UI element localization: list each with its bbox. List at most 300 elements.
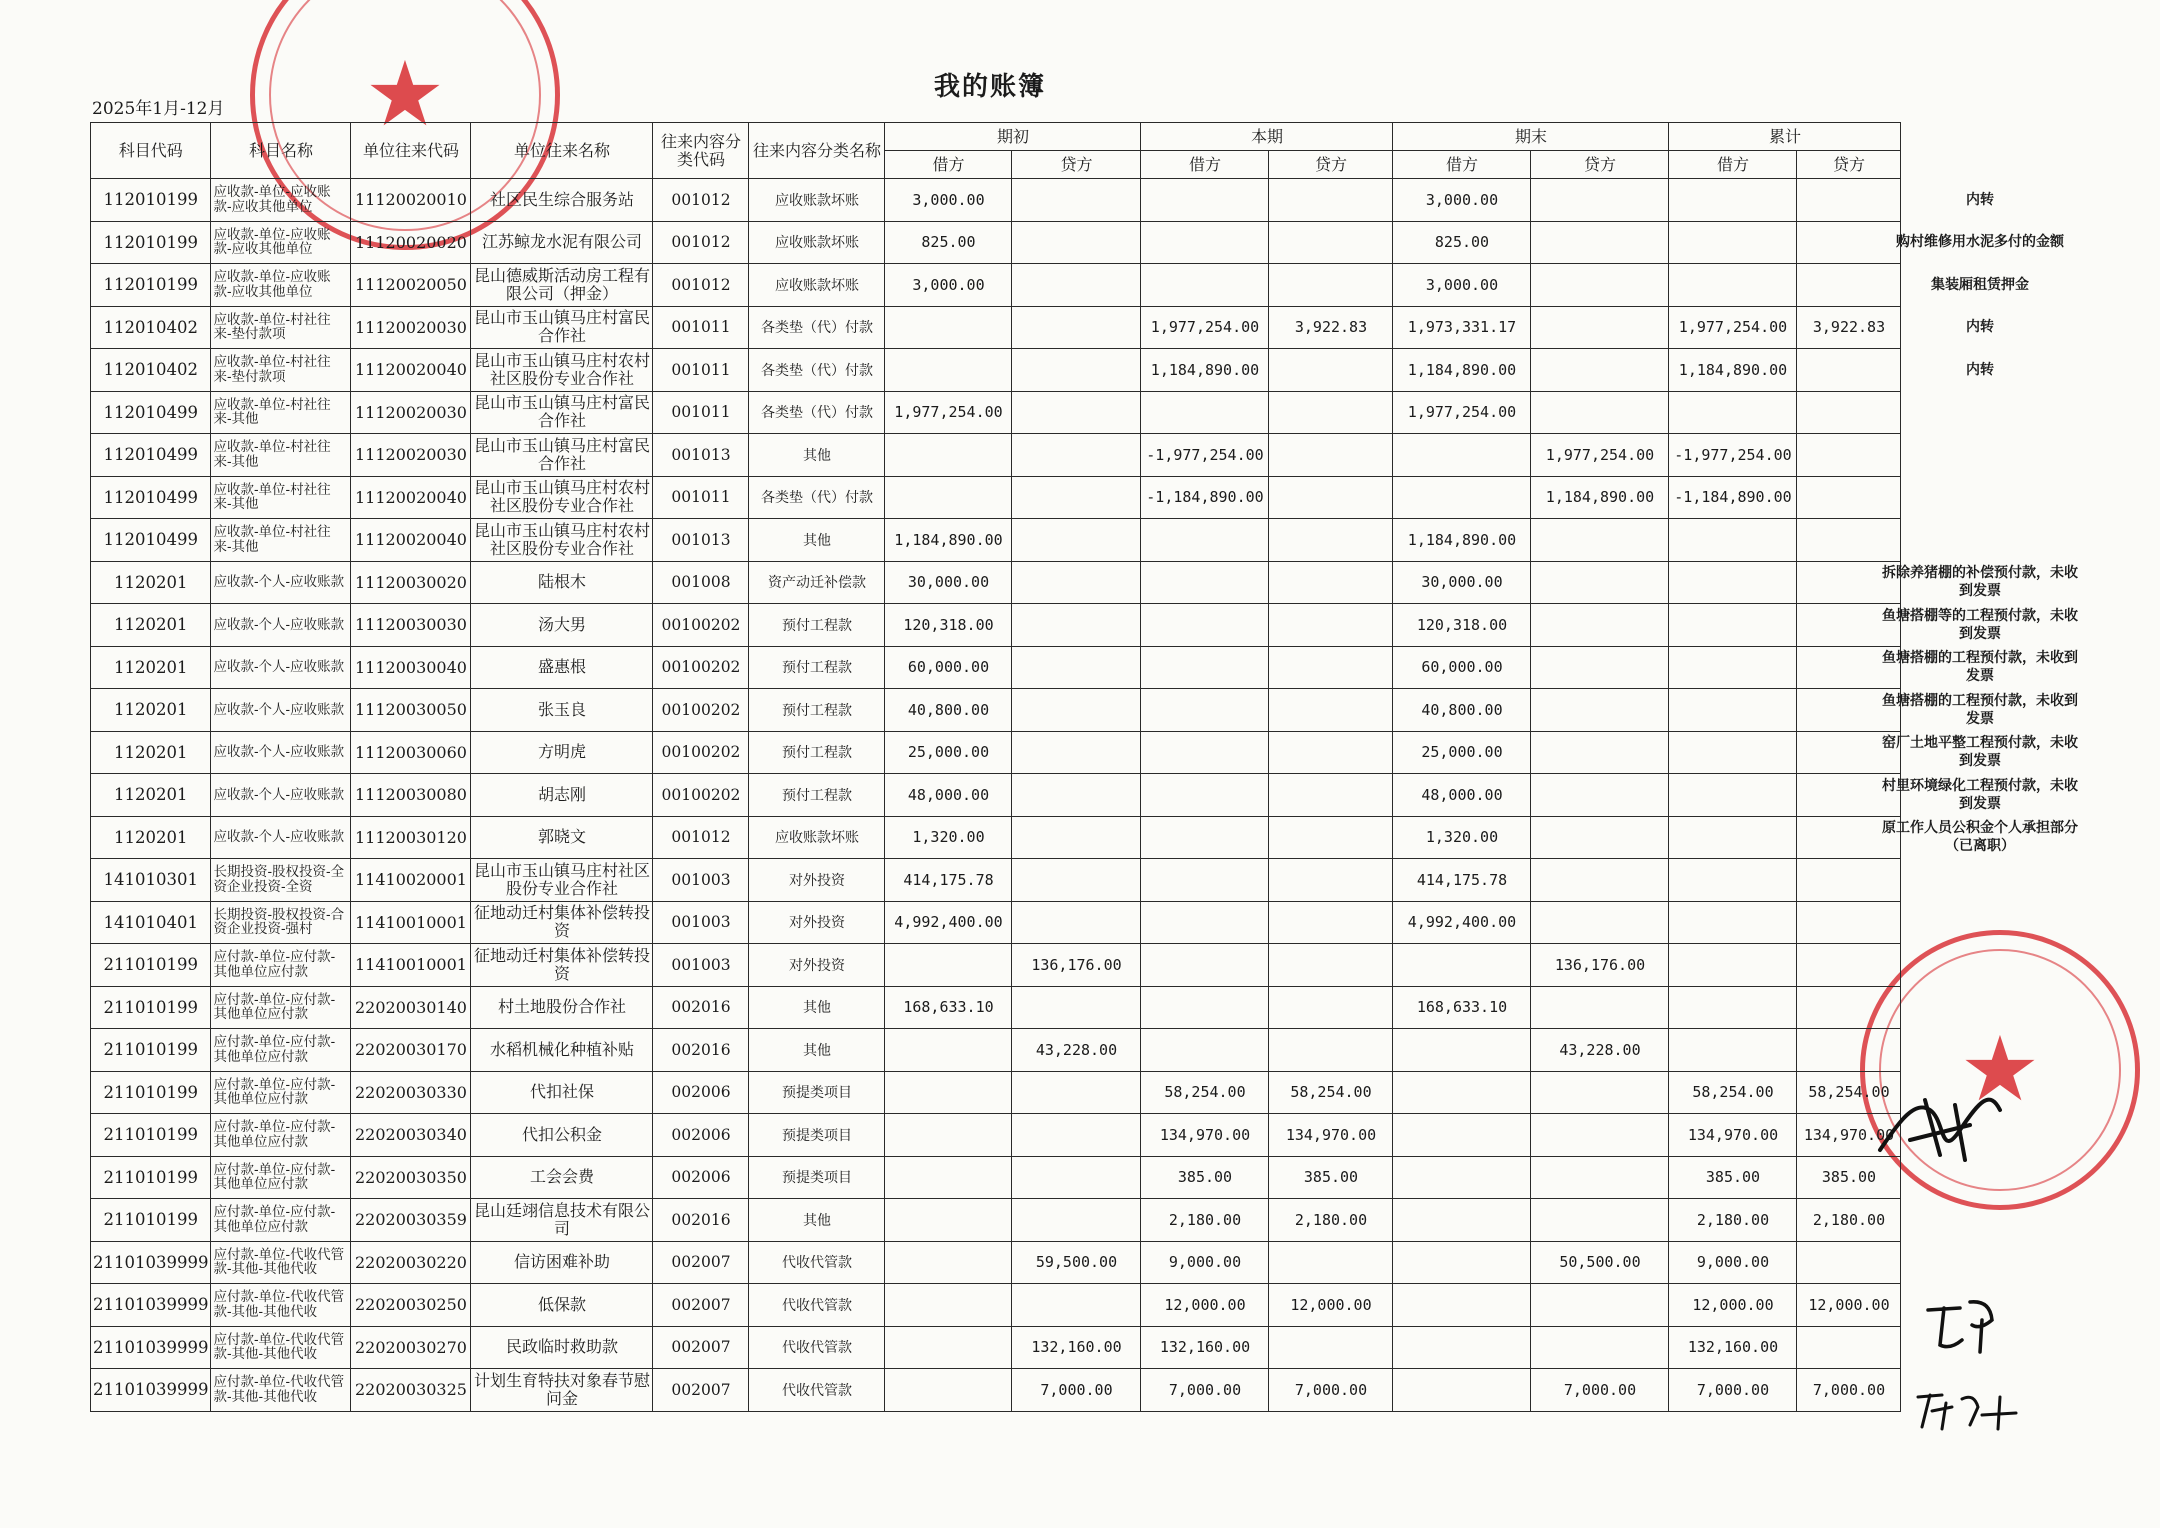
cell-cumulative-debit: [1669, 264, 1797, 307]
cell-subject-name: 应收款-单位-村社往来-垫付款项: [211, 306, 351, 349]
table-row: [91, 986, 1901, 1029]
cell-category-name: 其他: [749, 434, 885, 477]
table-row: [91, 221, 1901, 264]
cell-category-code: 002016: [653, 986, 749, 1029]
cell-category-name: 预付工程款: [749, 646, 885, 689]
cell-unit-name: 陆根木: [471, 561, 653, 604]
header-closing: 期末: [1393, 123, 1669, 151]
cell-unit-code: 11120020010: [351, 179, 471, 222]
cell-closing-debit: 1,320.00: [1393, 816, 1531, 859]
cell-category-name: 应收账款坏账: [749, 264, 885, 307]
cell-opening-credit: [1012, 816, 1141, 859]
cell-subject-code: 1120201: [91, 816, 211, 859]
table-row: [91, 1114, 1901, 1157]
cell-subject-name: 长期投资-股权投资-合资企业投资-强村: [211, 901, 351, 944]
cell-cumulative-debit: [1669, 774, 1797, 817]
cell-closing-credit: [1531, 1326, 1669, 1369]
table-row: [91, 1326, 1901, 1369]
cell-cumulative-credit: [1797, 901, 1901, 944]
cell-cumulative-credit: 134,970.00: [1797, 1114, 1901, 1157]
table-row: [91, 774, 1901, 817]
cell-subject-name: 应收款-单位-应收账款-应收其他单位: [211, 179, 351, 222]
cell-opening-credit: [1012, 179, 1141, 222]
cell-category-code: 001012: [653, 221, 749, 264]
cell-unit-code: 22020030325: [351, 1369, 471, 1412]
cell-cumulative-credit: [1797, 944, 1901, 987]
handwritten-signature: [1912, 1385, 2022, 1435]
cell-closing-credit: [1531, 774, 1669, 817]
cell-subject-name: 应付款-单位-应付款-其他单位应付款: [211, 1156, 351, 1199]
cell-cumulative-debit: 2,180.00: [1669, 1199, 1797, 1242]
cell-closing-debit: [1393, 944, 1531, 987]
cell-subject-name: 应收款-单位-应收账款-应收其他单位: [211, 221, 351, 264]
cell-current-debit: [1141, 646, 1269, 689]
cell-category-code: 001011: [653, 306, 749, 349]
table-row: [91, 731, 1901, 774]
cell-category-name: 预付工程款: [749, 774, 885, 817]
cell-subject-name: 应付款-单位-应付款-其他单位应付款: [211, 1199, 351, 1242]
cell-closing-debit: 4,992,400.00: [1393, 901, 1531, 944]
remark-note: 鱼塘搭棚等的工程预付款，未收到发票: [1882, 607, 2078, 642]
cell-subject-code: 211010199: [91, 1029, 211, 1072]
cell-category-name: 代收代管款: [749, 1326, 885, 1369]
cell-category-name: 预付工程款: [749, 604, 885, 647]
cell-current-debit: -1,184,890.00: [1141, 476, 1269, 519]
cell-opening-credit: [1012, 604, 1141, 647]
cell-subject-name: 应收款-单位-村社往来-其他: [211, 391, 351, 434]
cell-unit-name: 方明虎: [471, 731, 653, 774]
ledger-body: [91, 179, 1901, 1412]
cell-cumulative-debit: [1669, 901, 1797, 944]
table-row: [91, 1156, 1901, 1199]
cell-closing-credit: [1531, 689, 1669, 732]
cell-unit-code: 11120020030: [351, 306, 471, 349]
cell-closing-debit: 825.00: [1393, 221, 1531, 264]
cell-unit-code: 22020030359: [351, 1199, 471, 1242]
cell-subject-code: 141010401: [91, 901, 211, 944]
cell-current-debit: [1141, 859, 1269, 902]
cell-subject-code: 112010499: [91, 519, 211, 562]
cell-unit-code: 11410010001: [351, 944, 471, 987]
cell-current-debit: [1141, 264, 1269, 307]
table-row: [91, 1284, 1901, 1327]
cell-opening-debit: [885, 1114, 1012, 1157]
remark-note: 内转: [1966, 361, 1994, 378]
cell-category-code: 001011: [653, 476, 749, 519]
page-title: 我的账簿: [933, 72, 1046, 102]
cell-closing-credit: [1531, 816, 1669, 859]
cell-closing-debit: [1393, 1114, 1531, 1157]
cell-subject-code: 1120201: [91, 604, 211, 647]
cell-cumulative-debit: [1669, 816, 1797, 859]
cell-unit-code: 22020030250: [351, 1284, 471, 1327]
cell-category-code: 002006: [653, 1114, 749, 1157]
cell-subject-code: 112010499: [91, 391, 211, 434]
cell-category-code: 002006: [653, 1071, 749, 1114]
cell-opening-debit: 1,320.00: [885, 816, 1012, 859]
cell-current-credit: [1269, 731, 1393, 774]
cell-opening-debit: [885, 1326, 1012, 1369]
cell-current-credit: [1269, 604, 1393, 647]
cell-current-credit: 2,180.00: [1269, 1199, 1393, 1242]
handwritten-signature: [1920, 1290, 2010, 1360]
cell-opening-debit: 25,000.00: [885, 731, 1012, 774]
cell-subject-name: 应付款-单位-代收代管款-其他-其他代收: [211, 1241, 351, 1284]
cell-subject-code: 1120201: [91, 646, 211, 689]
cell-opening-debit: [885, 1369, 1012, 1412]
cell-current-debit: [1141, 816, 1269, 859]
cell-cumulative-debit: 1,184,890.00: [1669, 349, 1797, 392]
cell-category-code: 001011: [653, 349, 749, 392]
cell-current-credit: [1269, 561, 1393, 604]
cell-unit-name: 胡志刚: [471, 774, 653, 817]
cell-unit-name: 郭晓文: [471, 816, 653, 859]
cell-category-code: 001003: [653, 944, 749, 987]
cell-closing-credit: 50,500.00: [1531, 1241, 1669, 1284]
cell-opening-credit: [1012, 306, 1141, 349]
cell-closing-debit: 1,977,254.00: [1393, 391, 1531, 434]
cell-current-debit: 58,254.00: [1141, 1071, 1269, 1114]
cell-closing-credit: [1531, 306, 1669, 349]
cell-category-name: 预提类项目: [749, 1114, 885, 1157]
cell-subject-code: 112010199: [91, 264, 211, 307]
cell-category-name: 其他: [749, 986, 885, 1029]
cell-category-name: 各类垫（代）付款: [749, 349, 885, 392]
remark-note: 窑厂土地平整工程预付款，未收到发票: [1882, 735, 2078, 770]
cell-closing-debit: [1393, 1029, 1531, 1072]
cell-subject-code: 21101039999: [91, 1369, 211, 1412]
cell-current-credit: [1269, 901, 1393, 944]
cell-current-debit: 132,160.00: [1141, 1326, 1269, 1369]
header-unit-code: 单位往来代码: [351, 123, 471, 179]
cell-opening-credit: [1012, 221, 1141, 264]
cell-subject-name: 应付款-单位-应付款-其他单位应付款: [211, 986, 351, 1029]
cell-opening-debit: [885, 1071, 1012, 1114]
cell-opening-credit: [1012, 349, 1141, 392]
cell-opening-debit: 120,318.00: [885, 604, 1012, 647]
table-row: [91, 816, 1901, 859]
cell-cumulative-credit: 2,180.00: [1797, 1199, 1901, 1242]
cell-unit-name: 昆山德威斯活动房工程有限公司（押金）: [471, 264, 653, 307]
cell-opening-debit: [885, 349, 1012, 392]
cell-opening-debit: 414,175.78: [885, 859, 1012, 902]
cell-cumulative-debit: [1669, 391, 1797, 434]
cell-unit-name: 计划生育特扶对象春节慰问金: [471, 1369, 653, 1412]
cell-category-code: 001003: [653, 901, 749, 944]
cell-subject-name: 应付款-单位-代收代管款-其他-其他代收: [211, 1284, 351, 1327]
cell-current-credit: [1269, 1241, 1393, 1284]
cell-current-credit: 7,000.00: [1269, 1369, 1393, 1412]
cell-current-debit: 9,000.00: [1141, 1241, 1269, 1284]
cell-subject-code: 211010199: [91, 986, 211, 1029]
cell-unit-name: 昆山市玉山镇马庄村农村社区股份专业合作社: [471, 519, 653, 562]
cell-closing-credit: 43,228.00: [1531, 1029, 1669, 1072]
cell-subject-code: 211010199: [91, 1156, 211, 1199]
cell-cumulative-credit: [1797, 1241, 1901, 1284]
cell-opening-credit: 43,228.00: [1012, 1029, 1141, 1072]
cell-closing-credit: [1531, 901, 1669, 944]
cell-subject-code: 1120201: [91, 561, 211, 604]
cell-cumulative-debit: [1669, 944, 1797, 987]
cell-category-name: 各类垫（代）付款: [749, 391, 885, 434]
cell-subject-code: 112010199: [91, 179, 211, 222]
cell-current-credit: [1269, 986, 1393, 1029]
cell-opening-credit: 7,000.00: [1012, 1369, 1141, 1412]
cell-cumulative-debit: -1,977,254.00: [1669, 434, 1797, 477]
cell-category-name: 其他: [749, 1029, 885, 1072]
remark-note: 原工作人员公积金个人承担部分（已离职）: [1882, 820, 2078, 855]
cell-subject-name: 应收款-个人-应收账款: [211, 646, 351, 689]
cell-cumulative-credit: [1797, 859, 1901, 902]
cell-category-name: 对外投资: [749, 944, 885, 987]
cell-unit-name: 昆山市玉山镇马庄村富民合作社: [471, 391, 653, 434]
cell-cumulative-credit: [1797, 434, 1901, 477]
cell-subject-code: 112010499: [91, 476, 211, 519]
cell-cumulative-debit: [1669, 221, 1797, 264]
cell-category-name: 应收账款坏账: [749, 816, 885, 859]
cell-closing-credit: [1531, 391, 1669, 434]
cell-closing-debit: [1393, 1284, 1531, 1327]
table-row: [91, 519, 1901, 562]
cell-unit-name: 汤大男: [471, 604, 653, 647]
cell-unit-code: 11120020020: [351, 221, 471, 264]
cell-opening-credit: [1012, 774, 1141, 817]
cell-opening-credit: [1012, 901, 1141, 944]
cell-cumulative-debit: 134,970.00: [1669, 1114, 1797, 1157]
cell-subject-code: 21101039999: [91, 1241, 211, 1284]
cell-subject-code: 211010199: [91, 944, 211, 987]
cell-category-code: 002006: [653, 1156, 749, 1199]
cell-opening-credit: [1012, 646, 1141, 689]
cell-subject-name: 应收款-单位-村社往来-其他: [211, 519, 351, 562]
cell-unit-name: 社区民生综合服务站: [471, 179, 653, 222]
cell-current-debit: [1141, 391, 1269, 434]
cell-opening-credit: [1012, 519, 1141, 562]
table-row: [91, 179, 1901, 222]
cell-cumulative-credit: [1797, 391, 1901, 434]
cell-category-code: 001012: [653, 264, 749, 307]
cell-current-credit: 3,922.83: [1269, 306, 1393, 349]
cell-current-credit: 12,000.00: [1269, 1284, 1393, 1327]
cell-category-name: 代收代管款: [749, 1241, 885, 1284]
cell-closing-debit: 1,184,890.00: [1393, 349, 1531, 392]
cell-category-name: 预提类项目: [749, 1071, 885, 1114]
cell-closing-credit: [1531, 179, 1669, 222]
cell-opening-debit: 168,633.10: [885, 986, 1012, 1029]
cell-current-debit: [1141, 944, 1269, 987]
cell-subject-name: 应付款-单位-代收代管款-其他-其他代收: [211, 1326, 351, 1369]
cell-cumulative-debit: [1669, 689, 1797, 732]
cell-cumulative-debit: [1669, 646, 1797, 689]
cell-category-code: 00100202: [653, 646, 749, 689]
cell-opening-credit: [1012, 264, 1141, 307]
cell-unit-code: 11410010001: [351, 901, 471, 944]
cell-current-debit: 7,000.00: [1141, 1369, 1269, 1412]
cell-subject-code: 211010199: [91, 1114, 211, 1157]
cell-opening-debit: [885, 1156, 1012, 1199]
cell-subject-code: 141010301: [91, 859, 211, 902]
cell-unit-name: 昆山市玉山镇马庄村农村社区股份专业合作社: [471, 476, 653, 519]
cell-cumulative-debit: [1669, 519, 1797, 562]
cell-unit-code: 22020030330: [351, 1071, 471, 1114]
cell-closing-debit: 25,000.00: [1393, 731, 1531, 774]
cell-category-name: 资产动迁补偿款: [749, 561, 885, 604]
cell-cumulative-debit: [1669, 731, 1797, 774]
cell-category-code: 00100202: [653, 731, 749, 774]
cell-opening-debit: 40,800.00: [885, 689, 1012, 732]
cell-category-code: 001012: [653, 179, 749, 222]
cell-subject-name: 应付款-单位-应付款-其他单位应付款: [211, 1029, 351, 1072]
cell-category-code: 001011: [653, 391, 749, 434]
cell-opening-credit: [1012, 1156, 1141, 1199]
table-row: [91, 1199, 1901, 1242]
cell-opening-credit: [1012, 561, 1141, 604]
cell-subject-name: 应收款-单位-村社往来-其他: [211, 434, 351, 477]
cell-current-debit: [1141, 689, 1269, 732]
cell-category-code: 002016: [653, 1199, 749, 1242]
table-row: [91, 944, 1901, 987]
cell-subject-code: 1120201: [91, 774, 211, 817]
remark-note: 集装厢租赁押金: [1931, 276, 2029, 293]
cell-category-code: 001008: [653, 561, 749, 604]
cell-category-code: 001013: [653, 519, 749, 562]
cell-cumulative-debit: 132,160.00: [1669, 1326, 1797, 1369]
cell-current-debit: 385.00: [1141, 1156, 1269, 1199]
table-row: [91, 434, 1901, 477]
header-current-credit: 贷方: [1269, 151, 1393, 179]
cell-opening-credit: 136,176.00: [1012, 944, 1141, 987]
cell-subject-name: 应付款-单位-代收代管款-其他-其他代收: [211, 1369, 351, 1412]
table-row: [91, 604, 1901, 647]
cell-current-credit: [1269, 774, 1393, 817]
cell-category-name: 预付工程款: [749, 689, 885, 732]
cell-current-debit: [1141, 519, 1269, 562]
period-label: 2025年1月-12月: [92, 99, 225, 119]
cell-current-debit: 12,000.00: [1141, 1284, 1269, 1327]
cell-category-code: 002007: [653, 1326, 749, 1369]
cell-current-debit: [1141, 774, 1269, 817]
cell-unit-name: 代扣公积金: [471, 1114, 653, 1157]
cell-cumulative-debit: [1669, 1029, 1797, 1072]
header-opening-debit: 借方: [885, 151, 1012, 179]
handwritten-signature: [1870, 1080, 2010, 1170]
cell-opening-debit: 3,000.00: [885, 264, 1012, 307]
cell-cumulative-credit: [1797, 519, 1901, 562]
header-category-code: 往来内容分类代码: [653, 123, 749, 179]
cell-closing-credit: [1531, 561, 1669, 604]
cell-unit-name: 昆山廷翊信息技术有限公司: [471, 1199, 653, 1242]
cell-current-credit: [1269, 221, 1393, 264]
cell-category-name: 预付工程款: [749, 731, 885, 774]
cell-subject-name: 应收款-个人-应收账款: [211, 561, 351, 604]
cell-opening-credit: 132,160.00: [1012, 1326, 1141, 1369]
cell-unit-code: 11410020001: [351, 859, 471, 902]
cell-unit-name: 民政临时救助款: [471, 1326, 653, 1369]
cell-category-name: 应收账款坏账: [749, 221, 885, 264]
cell-current-debit: [1141, 221, 1269, 264]
cell-cumulative-debit: [1669, 986, 1797, 1029]
cell-current-debit: -1,977,254.00: [1141, 434, 1269, 477]
remark-note: 内转: [1966, 191, 1994, 208]
cell-cumulative-debit: [1669, 561, 1797, 604]
cell-unit-code: 11120030060: [351, 731, 471, 774]
cell-unit-name: 水稻机械化种植补贴: [471, 1029, 653, 1072]
cell-unit-code: 22020030350: [351, 1156, 471, 1199]
table-row: [91, 646, 1901, 689]
cell-category-code: 00100202: [653, 689, 749, 732]
cell-cumulative-credit: [1797, 476, 1901, 519]
cell-unit-name: 昆山市玉山镇马庄村富民合作社: [471, 306, 653, 349]
cell-opening-debit: [885, 1029, 1012, 1072]
cell-opening-debit: [885, 306, 1012, 349]
cell-current-credit: [1269, 689, 1393, 732]
cell-current-debit: [1141, 731, 1269, 774]
cell-opening-debit: 825.00: [885, 221, 1012, 264]
table-row: [91, 391, 1901, 434]
cell-category-name: 其他: [749, 519, 885, 562]
cell-opening-credit: [1012, 391, 1141, 434]
remark-note: 村里环境绿化工程预付款，未收到发票: [1882, 777, 2078, 812]
cell-unit-name: 征地动迁村集体补偿转投资: [471, 901, 653, 944]
cell-cumulative-debit: 1,977,254.00: [1669, 306, 1797, 349]
cell-category-code: 00100202: [653, 774, 749, 817]
cell-closing-debit: 48,000.00: [1393, 774, 1531, 817]
cell-closing-debit: 3,000.00: [1393, 264, 1531, 307]
cell-cumulative-credit: 12,000.00: [1797, 1284, 1901, 1327]
cell-opening-credit: [1012, 1284, 1141, 1327]
header-category-name: 往来内容分类名称: [749, 123, 885, 179]
cell-closing-credit: [1531, 731, 1669, 774]
cell-cumulative-debit: 7,000.00: [1669, 1369, 1797, 1412]
cell-category-name: 应收账款坏账: [749, 179, 885, 222]
remark-note: 拆除养猪棚的补偿预付款，未收到发票: [1882, 565, 2078, 600]
cell-category-code: 002007: [653, 1241, 749, 1284]
cell-closing-credit: [1531, 1199, 1669, 1242]
cell-unit-code: 11120030040: [351, 646, 471, 689]
cell-cumulative-debit: 385.00: [1669, 1156, 1797, 1199]
header-closing-debit: 借方: [1393, 151, 1531, 179]
cell-subject-code: 21101039999: [91, 1284, 211, 1327]
cell-unit-code: 11120020030: [351, 434, 471, 477]
cell-subject-code: 112010402: [91, 349, 211, 392]
table-row: [91, 1071, 1901, 1114]
cell-cumulative-debit: [1669, 859, 1797, 902]
cell-closing-credit: 136,176.00: [1531, 944, 1669, 987]
cell-category-code: 001013: [653, 434, 749, 477]
cell-cumulative-debit: 12,000.00: [1669, 1284, 1797, 1327]
cell-subject-name: 应付款-单位-应付款-其他单位应付款: [211, 944, 351, 987]
cell-current-credit: 134,970.00: [1269, 1114, 1393, 1157]
cell-subject-code: 211010199: [91, 1071, 211, 1114]
cell-opening-debit: [885, 1199, 1012, 1242]
cell-unit-code: 11120020040: [351, 349, 471, 392]
cell-category-code: 002007: [653, 1369, 749, 1412]
header-subject-code: 科目代码: [91, 123, 211, 179]
cell-subject-name: 应收款-单位-应收账款-应收其他单位: [211, 264, 351, 307]
ledger-table: [90, 122, 1901, 1412]
cell-subject-name: 应收款-个人-应收账款: [211, 731, 351, 774]
cell-category-name: 预提类项目: [749, 1156, 885, 1199]
cell-closing-debit: 168,633.10: [1393, 986, 1531, 1029]
header-closing-credit: 贷方: [1531, 151, 1669, 179]
remark-note: 内转: [1966, 319, 1994, 336]
cell-cumulative-debit: [1669, 179, 1797, 222]
cell-current-debit: 1,977,254.00: [1141, 306, 1269, 349]
cell-unit-name: 信访困难补助: [471, 1241, 653, 1284]
cell-category-name: 各类垫（代）付款: [749, 476, 885, 519]
cell-current-credit: [1269, 944, 1393, 987]
cell-category-name: 代收代管款: [749, 1284, 885, 1327]
